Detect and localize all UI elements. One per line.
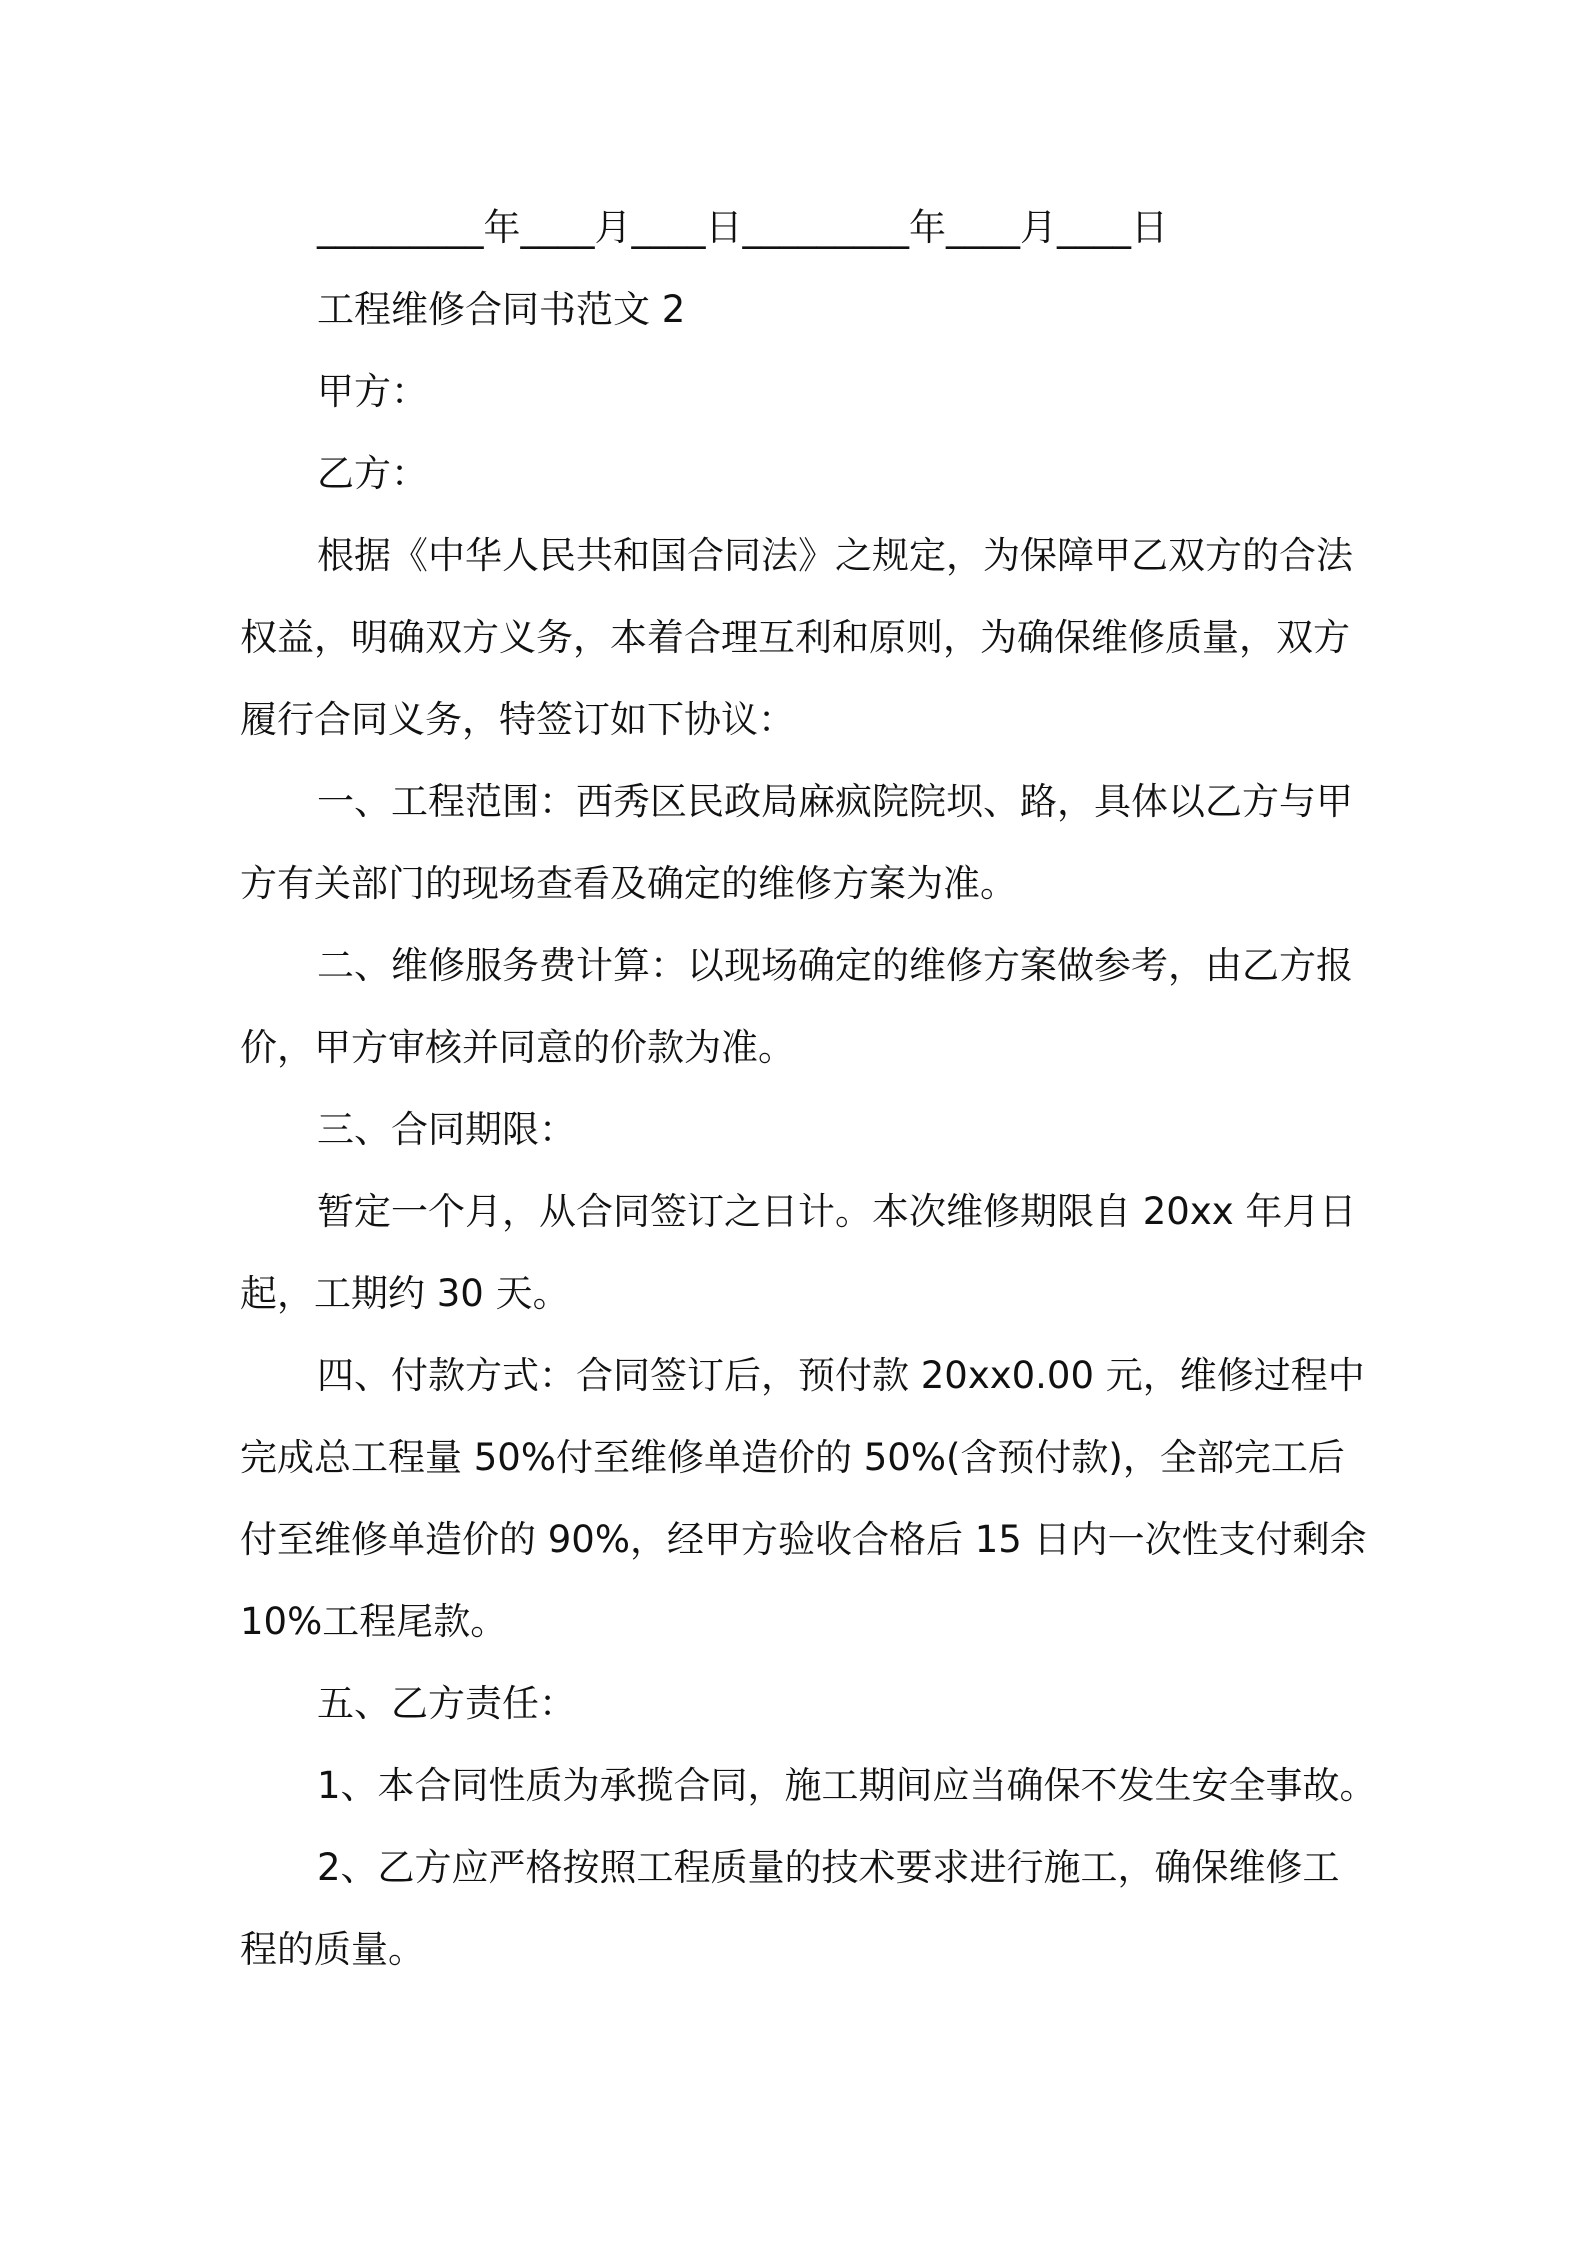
clause-4-line-4: 10%工程尾款。 <box>240 1600 508 1643</box>
clause-5-item-1: 1、本合同性质为承揽合同，施工期间应当确保不发生安全事故。 <box>317 1764 1377 1807</box>
preamble-line-2: 权益，明确双方义务，本着合理互利和原则，为确保维修质量，双方 <box>240 616 1350 659</box>
clause-3-line-1: 暂定一个月，从合同签订之日计。本次维修期限自 20xx 年月日 <box>317 1190 1357 1233</box>
party-b-line: 乙方： <box>317 452 428 495</box>
party-a-line: 甲方： <box>317 370 428 413</box>
preamble-line-1: 根据《中华人民共和国合同法》之规定，为保障甲乙双方的合法 <box>317 534 1353 577</box>
clause-1-line-1: 一、工程范围：西秀区民政局麻疯院院坝、路，具体以乙方与甲 <box>317 780 1353 823</box>
clause-4-line-1: 四、付款方式：合同签订后，预付款 20xx0.00 元，维修过程中 <box>317 1354 1365 1397</box>
date-line: _________年____月____日_________年____月____日 <box>317 206 1168 249</box>
document-title: 工程维修合同书范文 2 <box>317 288 686 331</box>
clause-2-line-1: 二、维修服务费计算：以现场确定的维修方案做参考，由乙方报 <box>317 944 1353 987</box>
clause-3-line-2: 起，工期约 30 天。 <box>240 1272 570 1315</box>
clause-1-line-2: 方有关部门的现场查看及确定的维修方案为准。 <box>240 862 1017 905</box>
preamble-line-3: 履行合同义务，特签订如下协议： <box>240 698 795 741</box>
clause-5-item-2-line-2: 程的质量。 <box>240 1928 425 1971</box>
clause-5-item-2-line-1: 2、乙方应严格按照工程质量的技术要求进行施工，确保维修工 <box>317 1846 1340 1889</box>
clause-5-heading: 五、乙方责任： <box>317 1682 576 1725</box>
clause-2-line-2: 价，甲方审核并同意的价款为准。 <box>240 1026 795 1069</box>
clause-4-line-3: 付至维修单造价的 90%，经甲方验收合格后 15 日内一次性支付剩余 <box>240 1518 1367 1561</box>
clause-4-line-2: 完成总工程量 50%付至维修单造价的 50%(含预付款)，全部完工后 <box>240 1436 1345 1479</box>
clause-3-heading: 三、合同期限： <box>317 1108 576 1151</box>
